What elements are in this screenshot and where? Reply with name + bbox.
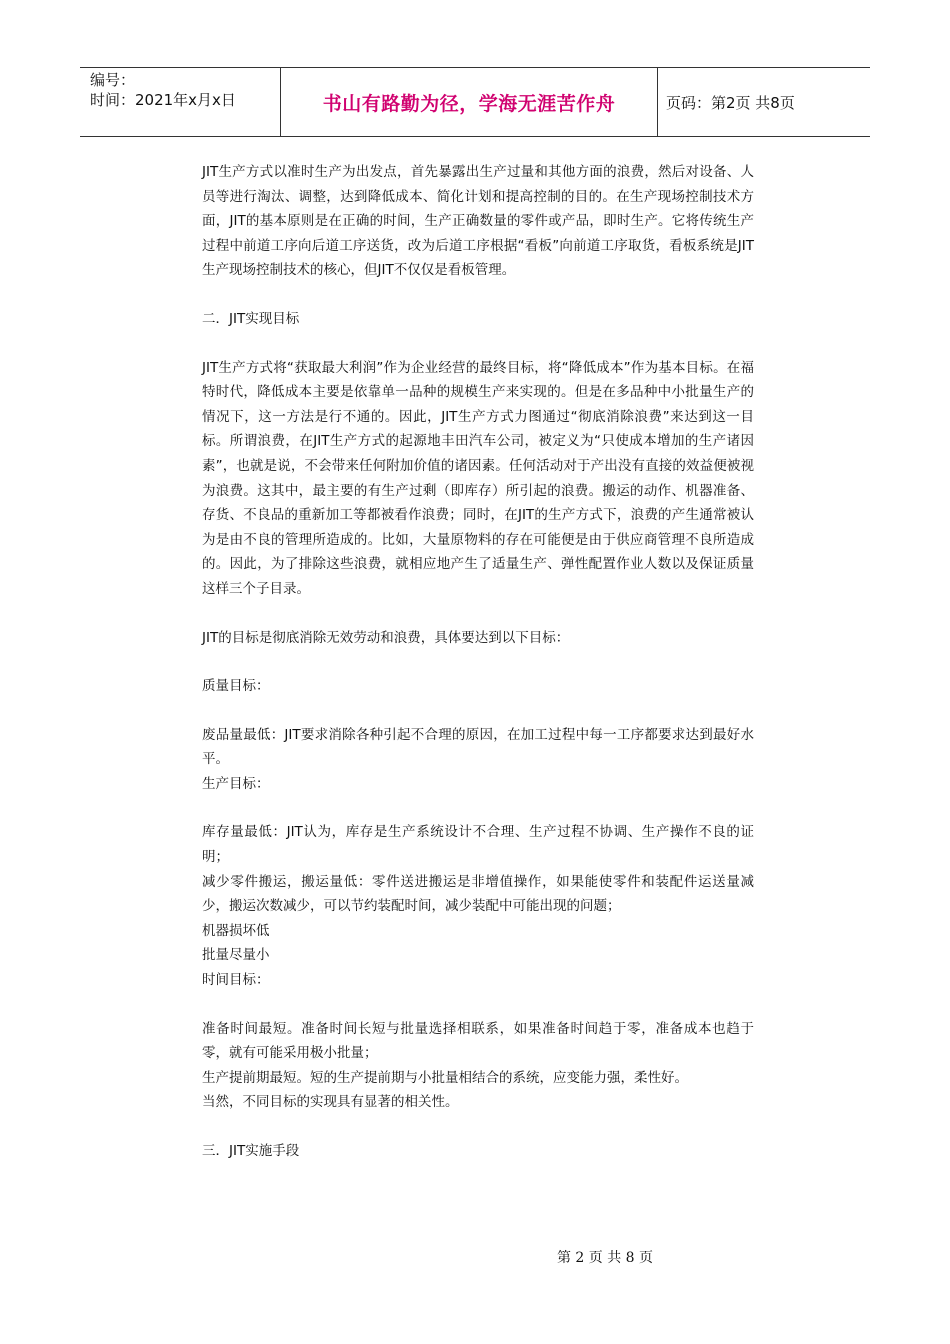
paragraph-goals: JIT生产方式将“获取最大利润”作为企业经营的最终目标，将“降低成本”作为基本目标。在福特时代，降低成本主要是依靠单一品种的规模生产来实现的。但是在多品种中小批量生产的情况下，这一方法是行不通的。因此，JIT生产方式力图通过“彻底消除浪费”来达到这一目标。所谓浪费，在JIT生产方式的起源地丰田汽车公司，被定义为“只使成本增加的生产诸因素”，也就是说，不会带来任何附加价值的诸因素。任何活动对于产出没有直接的效益便被视为浪费。这其中，最主要的有生产过剩（即库存）所引起的浪费。搬运的动作、机器准备、存货、不良品的重新加工等都被看作浪费；同时，在JIT的生产方式下，浪费的产生通常被认为是由不良的管理所造成的。比如，大量原物料的存在可能便是由于供应商管理不良所造成的。因此，为了排除这些浪费，就相应地产生了适量生产、弹性配置作业人数以及保证质量这样三个子目录。 [202, 359, 754, 597]
time-item-setup: 准备时间最短。准备时间长短与批量选择相联系，如果准备时间趋于零，准备成本也趋于零，就有可能采用极小批量； [202, 1020, 754, 1062]
production-item-machine: 机器损坏低 [202, 922, 270, 939]
production-title: 生产目标： [202, 775, 270, 792]
header-info-cell [80, 68, 281, 136]
section-heading-3: 三．JIT实施手段 [202, 1143, 300, 1159]
header-page-cell [658, 68, 870, 136]
time-item-correlation: 当然，不同目标的实现具有显著的相关性。 [202, 1094, 459, 1111]
time-title: 时间目标： [202, 972, 270, 989]
quality-item: 废品量最低：JIT要求消除各种引起不合理的原因，在加工过程中每一工序都要求达到最好水平。 [202, 726, 754, 768]
section-heading-2: 二．JIT实现目标 [202, 310, 300, 327]
production-item-inventory: 库存量最低：JIT认为，库存是生产系统设计不合理、生产过程不协调、生产操作不良的证明； [202, 824, 754, 866]
page-header [80, 67, 870, 137]
paragraph-intro: JIT生产方式以准时生产为出发点，首先暴露出生产过量和其他方面的浪费，然后对设备、人员等进行淘汰、调整，达到降低成本、简化计划和提高控制的目的。在生产现场控制技术方面，JIT的基本原则是在正确的时间，生产正确数量的零件或产品，即时生产。它将传统生产过程中前道工序向后道工序送货，改为后道工序根据“看板”向前道工序取货，看板系统是JIT生产现场控制技术的核心，但JIT不仅仅是看板管理。 [202, 164, 754, 279]
production-item-handling: 减少零件搬运，搬运量低：零件送进搬运是非增值操作，如果能使零件和装配件运送量减少，搬运次数减少，可以节约装配时间，减少装配中可能出现的问题； [202, 873, 754, 915]
header-motto-cell [281, 68, 658, 136]
document-number-label: 编号： [90, 71, 136, 89]
document-date-label: 时间：2021年x月x日 [90, 91, 236, 109]
paragraph-targets: JIT的目标是彻底消除无效劳动和浪费，具体要达到以下目标： [202, 629, 570, 646]
motto-text: 书山有路勤为径，学海无涯苦作舟 [322, 92, 616, 115]
time-item-leadtime: 生产提前期最短。短的生产提前期与小批量相结合的系统，应变能力强，柔性好。 [202, 1069, 688, 1086]
header-page-code: 页码：第2页 共8页 [666, 93, 795, 112]
quality-title: 质量目标： [202, 678, 270, 695]
production-item-batch: 批量尽量小 [202, 947, 270, 964]
page-footer: 第 2 页 共 8 页 [556, 1250, 654, 1266]
document-body [202, 160, 754, 1164]
